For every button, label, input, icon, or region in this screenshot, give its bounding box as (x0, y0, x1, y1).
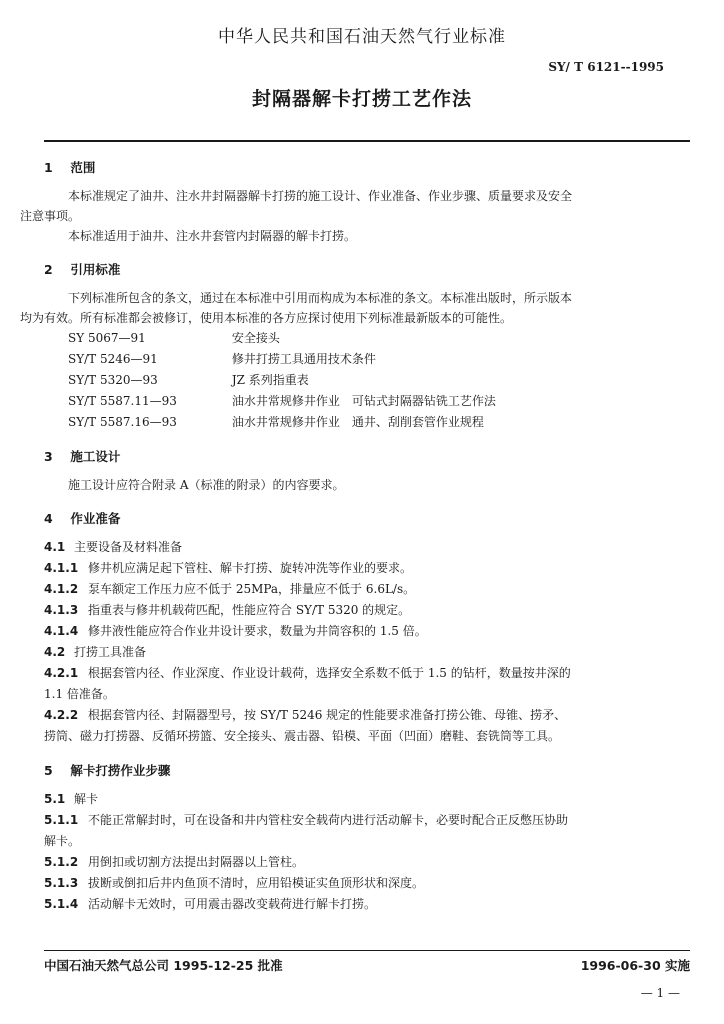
paragraph: 本标准适用于油井、注水井套管内封隔器的解卡打捞。 (68, 229, 357, 243)
document-body (20, 158, 690, 915)
reference-name: 油水井常规修井作业 可钻式封隔器钻铣工艺作法 (231, 394, 496, 408)
section-title: 解卡打捞作业步骤 (70, 763, 171, 778)
section-5-heading (44, 761, 690, 781)
reference-code: SY/T 5587.11—93 (68, 394, 177, 408)
standard-category-title: 中华人民共和国石油天然气行业标准 (218, 27, 506, 47)
paragraph: 本标准规定了油井、注水井封隔器解卡打捞的施工设计、作业准备、作业步骤、质量要求及安全 注意事项。 (20, 189, 573, 223)
effective-date: 1996-06-30 实施 (580, 958, 690, 973)
section-1-heading (44, 158, 690, 178)
clause: 4.2.2 根据套管内径、封隔器型号，按 SY/T 5246 规定的性能要求准备打捞公锥、母锥、捞矛、 捞筒、磁力打捞器、反循环捞篮、安全接头、震击器、铅模、平面（凹面）磨鞋、套铣筒等工具。 (44, 708, 567, 743)
page-number: — 1 — (640, 986, 680, 1000)
section-number: 4 (44, 511, 53, 526)
subsection-heading: 4.1 主要设备及材料准备 (44, 540, 183, 554)
section-title: 作业准备 (70, 511, 121, 526)
clause: 4.1.1 修井机应满足起下管柱、解卡打捞、旋转冲洗等作业的要求。 (44, 561, 413, 575)
header-divider (44, 140, 690, 142)
clause: 4.1.2 泵车额定工作压力应不低于 25MPa，排量应不低于 6.6L/s。 (44, 582, 416, 596)
reference-name: 修井打捞工具通用技术条件 (231, 352, 376, 366)
subsection-heading: 4.2 打捞工具准备 (44, 645, 147, 659)
reference-item (44, 370, 690, 391)
reference-code: SY 5067—91 (68, 331, 146, 345)
reference-code: SY/T 5587.16—93 (68, 415, 177, 429)
clause: 5.1.3 拔断或倒扣后井内鱼顶不清时，应用铅模证实鱼顶形状和深度。 (44, 876, 425, 890)
section-4-heading (44, 509, 690, 529)
section-number: 2 (44, 262, 53, 277)
clause: 4.1.4 修井液性能应符合作业井设计要求，数量为井筒容积的 1.5 倍。 (44, 624, 427, 638)
clause: 4.2.1 根据套管内径、作业深度、作业设计载荷，选择安全系数不低于 1.5 的钻杆，数量按井深的 1.1 倍准备。 (44, 666, 571, 701)
subsection-heading: 5.1 解卡 (44, 792, 99, 806)
section-title: 施工设计 (70, 449, 121, 464)
clause: 4.1.3 指重表与修井机载荷匹配，性能应符合 SY/T 5320 的规定。 (44, 603, 411, 617)
section-title: 引用标准 (70, 262, 121, 277)
section-title: 范围 (70, 160, 96, 175)
reference-item (44, 328, 690, 349)
section-number: 3 (44, 449, 53, 464)
section-number: 5 (44, 763, 53, 778)
clause: 5.1.4 活动解卡无效时，可用震击器改变载荷进行解卡打捞。 (44, 897, 377, 911)
document-title: 封隔器解卡打捞工艺作法 (251, 88, 472, 110)
section-3-heading (44, 447, 690, 467)
standard-number: SY/ T 6121--1995 (548, 60, 664, 74)
section-number: 1 (44, 160, 53, 175)
reference-item (44, 412, 690, 433)
section-2-heading (44, 260, 690, 280)
reference-code: SY/T 5320—93 (68, 373, 158, 387)
clause: 5.1.2 用倒扣或切割方法提出封隔器以上管柱。 (44, 855, 305, 869)
reference-name: 安全接头 (231, 331, 280, 345)
reference-code: SY/T 5246—91 (68, 352, 158, 366)
paragraph: 下列标准所包含的条文，通过在本标准中引用而构成为本标准的条文。本标准出版时，所示版本 均为有效。所有标准都会被修订，使用本标准的各方应探讨使用下列标准最新版本的可能性。 (20, 291, 573, 325)
clause: 5.1.1 不能正常解封时，可在设备和井内管柱安全载荷内进行活动解卡，必要时配合正反憋压协助 解卡。 (44, 813, 569, 848)
reference-name: 油水井常规修井作业 通井、刮削套管作业规程 (231, 415, 484, 429)
reference-item (44, 349, 690, 370)
footer-divider (44, 950, 690, 951)
paragraph: 施工设计应符合附录 A（标准的附录）的内容要求。 (68, 478, 345, 492)
reference-name: JZ 系列指重表 (231, 373, 309, 387)
approval-info: 中国石油天然气总公司 1995-12-25 批准 (44, 958, 283, 973)
reference-item (44, 391, 690, 412)
